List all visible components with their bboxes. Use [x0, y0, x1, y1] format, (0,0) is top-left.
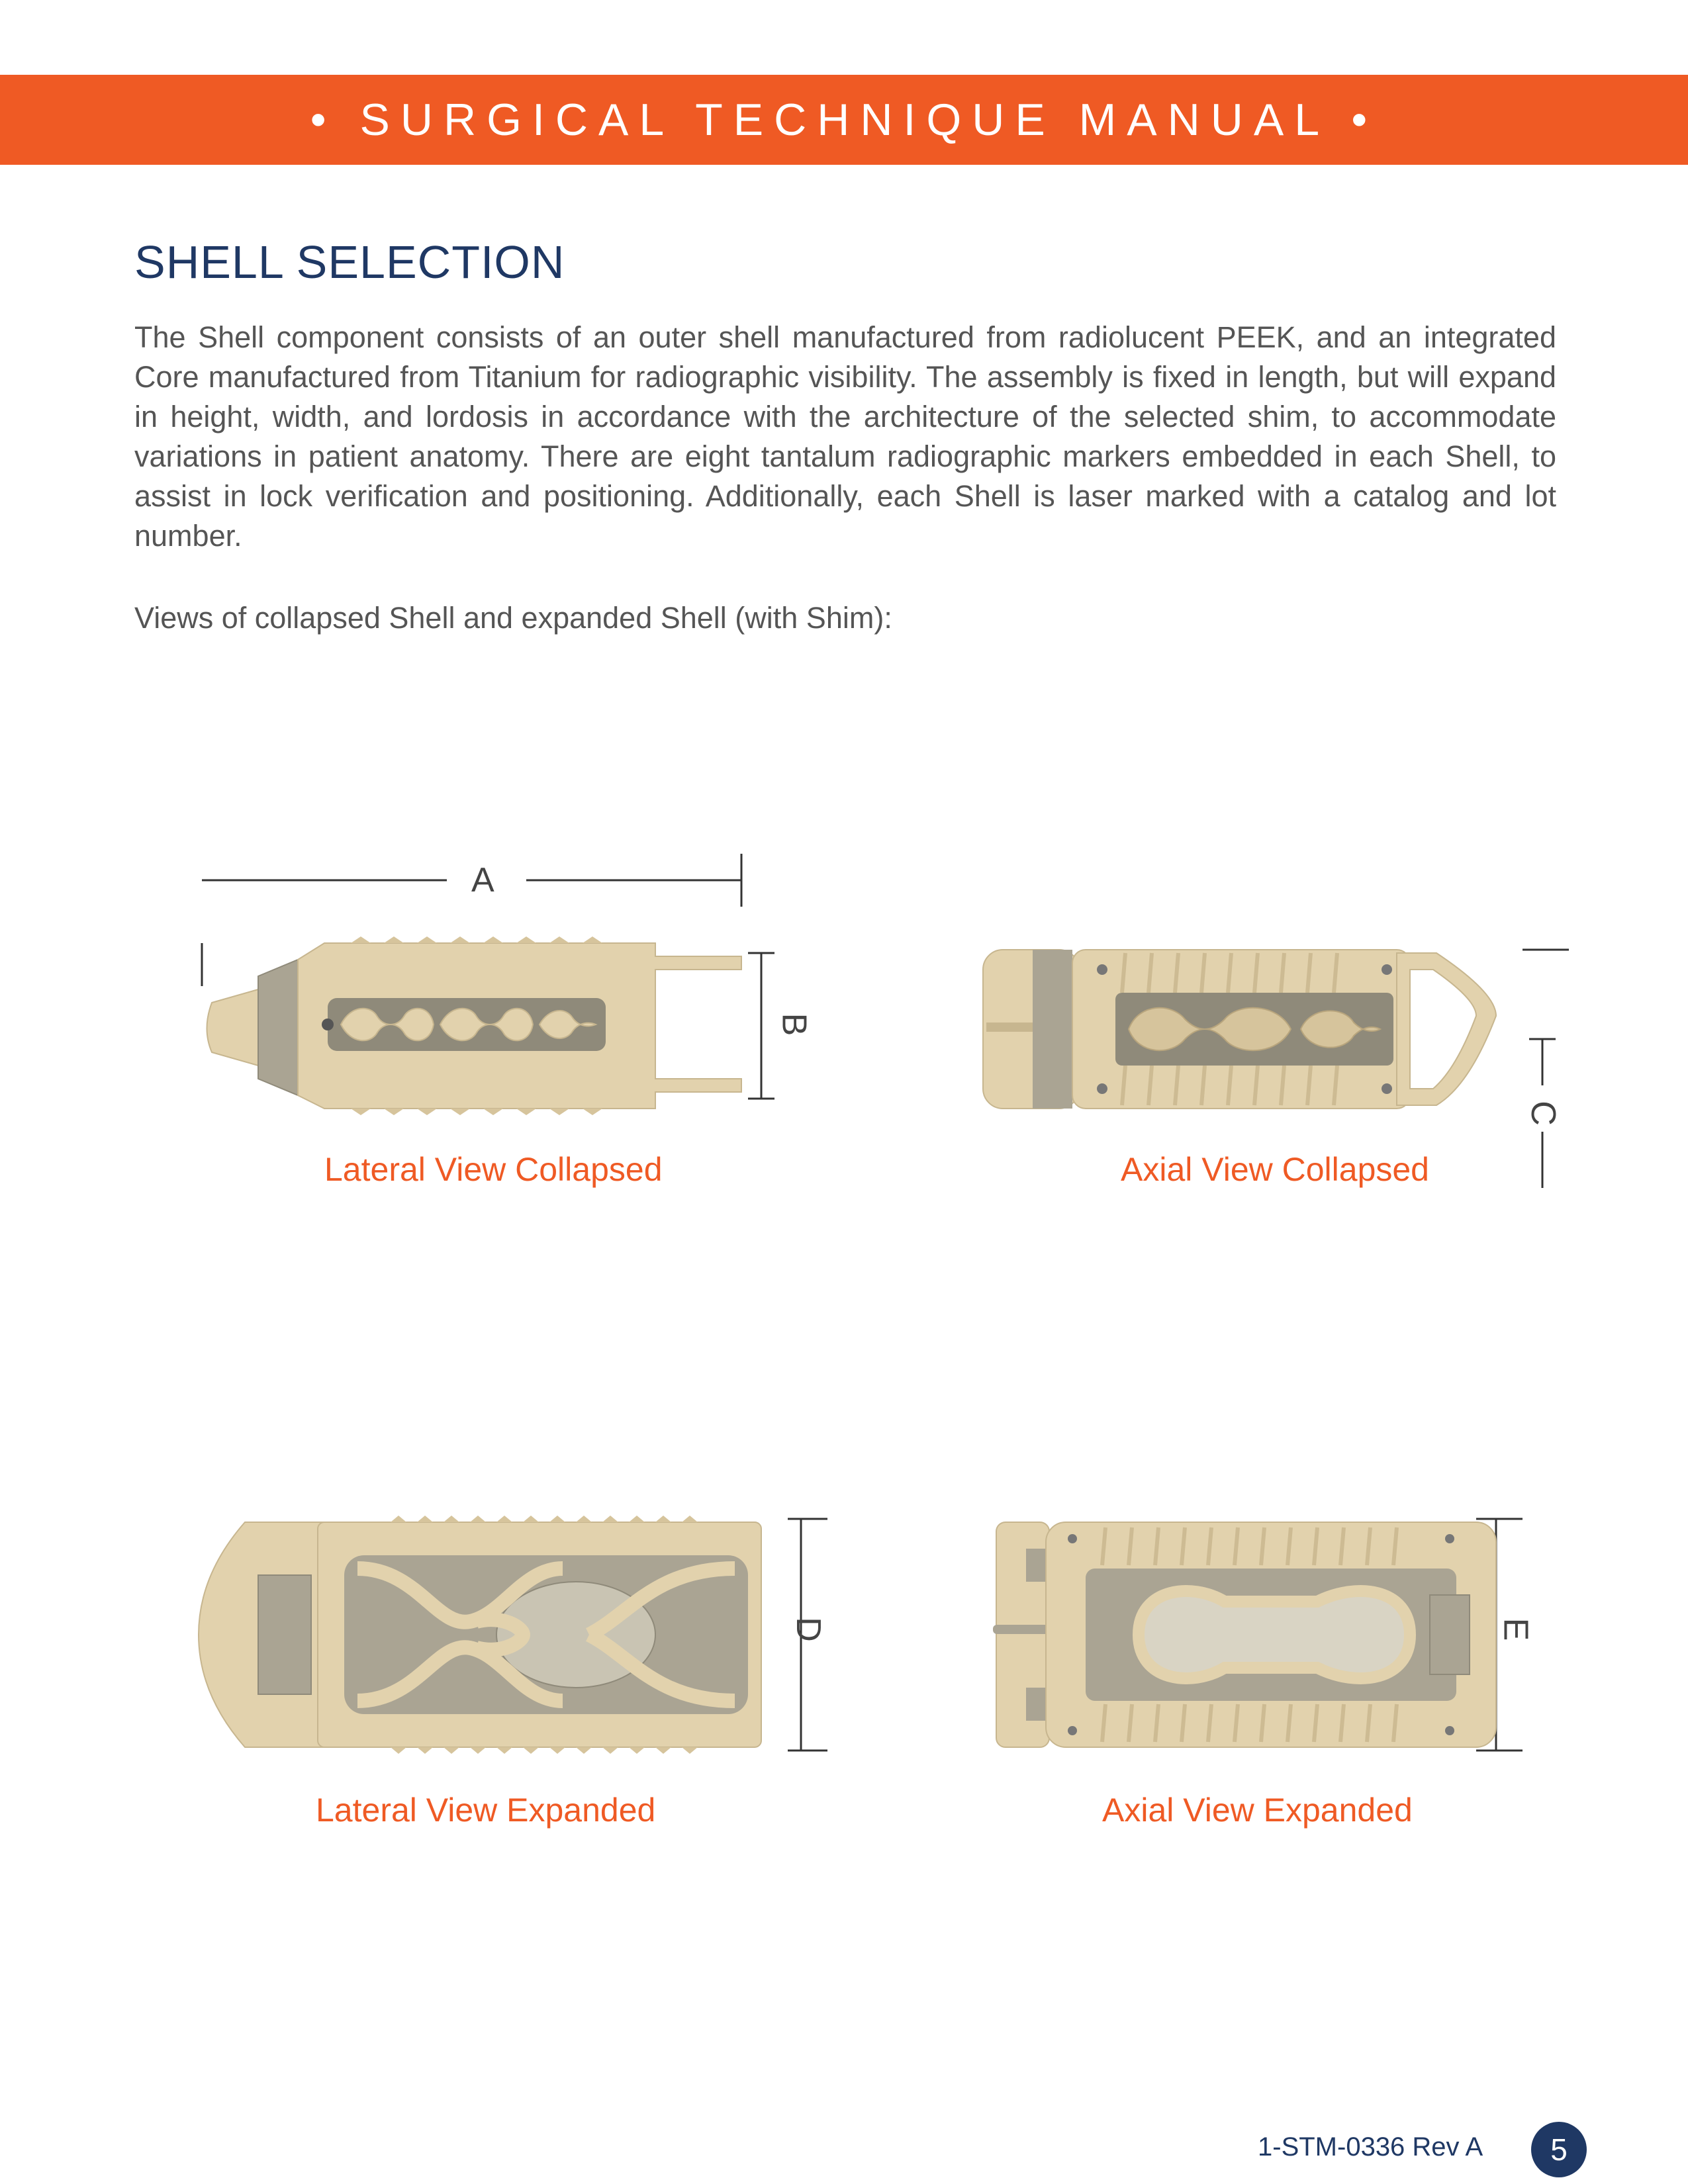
document-code: 1-STM-0336 Rev A — [1258, 2132, 1483, 2161]
dimension-e-label: E — [1496, 1617, 1535, 1641]
lateral-collapsed-figure — [192, 854, 821, 1125]
dimension-c-label: C — [1523, 1101, 1562, 1126]
lateral-expanded-figure — [192, 1509, 841, 1760]
views-intro: Views of collapsed Shell and expanded Shell (with Shim): — [134, 601, 892, 635]
page-number: 5 — [1531, 2122, 1587, 2177]
dimension-a-label: A — [471, 861, 494, 899]
dimension-d-label: D — [788, 1617, 827, 1642]
axial-expanded-figure — [986, 1509, 1542, 1760]
caption-axial-expanded: Axial View Expanded — [1102, 1792, 1413, 1829]
banner-title: • SURGICAL TECHNIQUE MANUAL • — [310, 95, 1378, 145]
section-title: SHELL SELECTION — [134, 236, 565, 288]
header-banner — [0, 75, 1688, 165]
caption-lateral-collapsed: Lateral View Collapsed — [324, 1151, 663, 1188]
body-paragraph: The Shell component consists of an outer shell manufactured from radiolucent PEEK, and an integrated Core manufactured from Titanium for radiographic visibility. The assembly is fixed in length, but will expand in height, width, and lordosis in accordance with the architecture of the selected shim, to accommodate variations in patient anatomy. There are eight tantalum radiographic markers embedded in each Shell, to assist in lock verification and positioning. Additionally, each Shell is laser marked with a catalog and lot number. — [134, 320, 1556, 553]
caption-lateral-expanded: Lateral View Expanded — [316, 1792, 656, 1829]
caption-axial-collapsed: Axial View Collapsed — [1121, 1151, 1429, 1188]
dimension-b-label: B — [774, 1013, 814, 1036]
